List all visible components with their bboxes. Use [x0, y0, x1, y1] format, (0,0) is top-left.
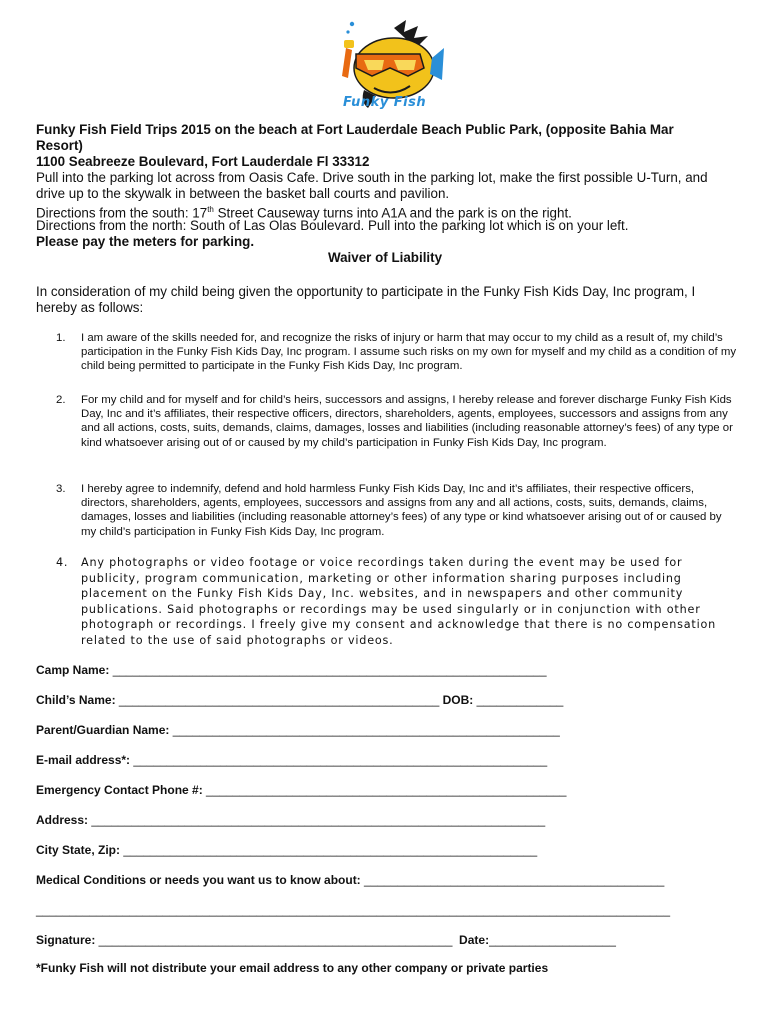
list-item: 4. Any photographs or video footage or voice recordings taken during the event may be used for publicity, program communication, marketing or other information sharing purposes including placement on the Funky Fish Kids Day, Inc. websites, and in newspapers and other community publications. Said photographs or recordings may be used singularly or in conjunction with other photograph or recordings. I freely give my consent and acknowledge that there is no compensation related to the use of said photographs or videos.: [56, 556, 717, 647]
header-line-1: Funky Fish Field Trips 2015 on the beach at Fort Lauderdale Beach Public Park, (opposite Bahia Mar: [36, 122, 674, 137]
dob-field: _____________: [476, 693, 564, 707]
list-item: 1. I am aware of the skills needed for, and recognize the risks of injury or harm that may occur to my child as a result of, my child’s participation in the Funky Fish Kids Day, Inc program. I assume such risks on my own for myself and my child as a condition of my child being permitted to participate in the Funky Fish Kids Day, Inc program.: [56, 332, 737, 373]
list-item: 3. I hereby agree to indemnify, defend and hold harmless Funky Fish Kids Day, Inc and it’s affiliates, their respective officers, directors, shareholders, agents, employees, successors and assigns from any and all actions, costs, suits, demands, claims, damages, losses and liabilities (including reasonable attorney’s fees) of any type or kind whatsoever arising out of or caused by my child’s participation in Funky Fish Kids Day, Inc program.: [56, 483, 722, 538]
header-parking-note: Please pay the meters for parking.: [36, 234, 255, 249]
header-line-2: Resort): [36, 138, 83, 153]
header-directions-2: drive up to the skywalk in between the basket ball courts and pavilion.: [36, 186, 450, 201]
email-field[interactable]: E-mail address*: ______________________________________________________________: [36, 753, 548, 767]
logo-text: Funky Fish: [343, 95, 427, 110]
emergency-phone-field[interactable]: Emergency Contact Phone #: ______________________________________________________: [36, 783, 567, 797]
signature-field[interactable]: Signature: _____________________________________________________ Date:___________________: [36, 933, 616, 947]
page-title: Waiver of Liability: [327, 250, 443, 265]
header-address: 1100 Seabreeze Boulevard, Fort Lauderdale Fl 33312: [36, 154, 370, 169]
header-directions-1: Pull into the parking lot across from Oasis Cafe. Drive south in the parking lot, make the first possible U-Turn, and: [36, 170, 708, 185]
camp-name-field[interactable]: Camp Name: _________________________________________________________________: [36, 663, 547, 677]
header-directions-north: Directions from the north: South of Las Olas Boulevard. Pull into the parking lot which is on your left.: [36, 218, 629, 233]
city-state-zip-field[interactable]: City State, Zip: ______________________________________________________________: [36, 843, 538, 857]
address-field[interactable]: Address: ____________________________________________________________________: [36, 813, 546, 827]
parent-guardian-field[interactable]: Parent/Guardian Name: __________________________________________________________: [36, 723, 560, 737]
header-directions-south: Directions from the south: 17th Street Causeway turns into A1A and the park is on the right.: [36, 205, 572, 221]
date-label: Date:: [452, 933, 490, 947]
list-item: 2. For my child and for myself and for child’s heirs, successors and assigns, I hereby release and forever discharge Funky Fish Kids Day, Inc and it’s affiliates, their respective officers, directors, shareholders, agents, employees, successors and assigns from any and all actions, costs, suits, demands, claims, damages, losses and liabilities (including reasonable attorney’s fees) of any type or kind whatsoever arising out of or caused by my child’s participation in Funky Fish Kids Day, Inc program.: [56, 394, 733, 449]
privacy-footer: *Funky Fish will not distribute your email address to any other company or private parties: [36, 961, 549, 975]
medical-conditions-field[interactable]: Medical Conditions or needs you want us to know about: _____________________________________________: [36, 873, 665, 887]
child-name-field[interactable]: Child’s Name: ________________________________________________ DOB: _____________: [36, 693, 564, 707]
intro-paragraph: In consideration of my child being given the opportunity to participate in the Funky Fish Kids Day, Inc program, I hereby as follows:: [36, 284, 696, 315]
date-field: ___________________: [489, 933, 616, 947]
medical-conditions-continued[interactable]: _______________________________________________________________________________________________: [36, 903, 671, 917]
dob-label: DOB:: [439, 693, 477, 707]
